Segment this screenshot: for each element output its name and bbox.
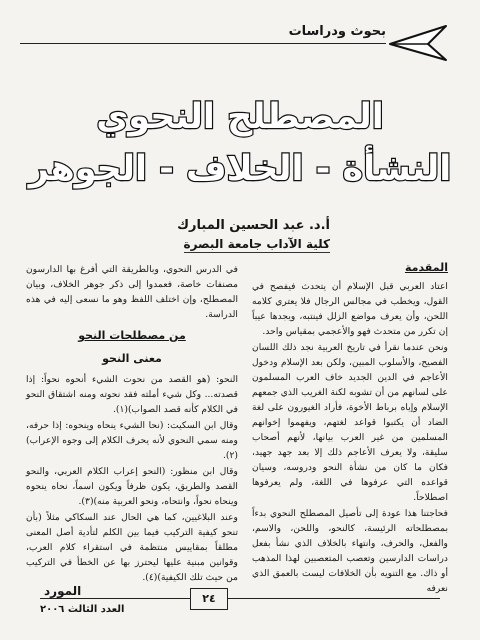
- paragraph: فحاجتنا هذا عودة إلى تأصيل المصطلح النحوي بدءاً بمصطلحاته الرئيسة، كالنحو، واللحن، والاسم، والفعل، والحرف، وانتهاء بالخلاف الذي نشأ بفعل دراسات الدارسين وتعصب المتعصبين لهذا المذهب أو ذاك. مع التنويه بأن الخلافات ليست بالعمق الذي نعرفه: [252, 508, 448, 594]
- paragraph: النحو: (هو القصد من نحوت الشيء أنحوه نحواً: إذا قصدته... وكل شيء أملته فقد نحوته ومنه اشتقاق النحو في الكلام كأنه قصد الصواب)(١).: [26, 374, 238, 415]
- author-block: [177, 218, 330, 253]
- journal-name: المورد: [40, 584, 85, 598]
- paragraph: وقال ابن السكيت: (نحا الشيء ينحاه وينحوه: إذا حرفه، ومنه سمي النحوي لأنه يحرف الكلام إلى وجوه الإعراب)(٢).: [26, 420, 238, 461]
- left-column: [26, 262, 238, 586]
- page-number: ٢٤: [190, 588, 228, 610]
- journal-issue: العدد الثالث ٢٠٠٦: [40, 604, 125, 615]
- author-name: أ.د. عبد الحسين المبارك: [177, 218, 330, 233]
- page-header: [20, 22, 448, 62]
- section-heading: من مصطلحات النحو: [78, 329, 186, 342]
- chevron-arrow-icon: [388, 22, 448, 62]
- page-footer: [40, 584, 440, 624]
- paragraph: اعتاد العربي قبل الإسلام أن يتحدث فيفصح في القول، ويخطب في مجالس الرجال فلا يعتري كلامه اللحن، وأن يعرف مواضع الزلل فينتبه، ويجدها عيباً إن تكرر من متحدث فهو والأعجمي بمقياس واحد.: [252, 281, 448, 337]
- article-title: المصطلح النحوي: [96, 97, 384, 137]
- paragraph: ونحن عندما نقرأ في تاريخ العربية نجد ذلك اللسان الفصيح، والأسلوب المبين، ولكن بعد الإسلام ودخول الأعاجم في الدين الجديد خاف العرب المسلمون على لسانهم من أن تشوبه لكنة الغريب الذي جمعهم الإسلام وإياه برباط الأخوة، فأراد الغيورون على لغة الضاد أن يكتبوا قواعد لغتهم، ويفهموا إخوانهم المسلمين من غير العرب بيانها، لأنهم أصحاب سليقة، ولا يعرف الأعاجم ذلك إلا بعد جهد جهيد، فكان ما كان من نشأة النحو ودروسه، وسيان قواعده التي عرفوها في اللغة، ولم يعرفوها اصطلاحاً.: [252, 342, 448, 503]
- sub-heading: معنى النحو: [102, 352, 162, 365]
- right-column: [252, 256, 448, 597]
- footer-rule: [40, 598, 440, 599]
- paragraph: وعند البلاغيين، كما هي الحال عند السكاكي مثلاً (بأن تنحو كيفية التركيب فيما بين الكلم لتأدية أصل المعنى مطلقاً بمقاييس منتظمة في استقراء كلام العرب، وقوانين مبنية عليها ليحترز بها عن الخطأ في التركيب من حيث تلك الكيفية)(٤).: [26, 512, 238, 583]
- article-subtitle: النشأة - الخلاف - الجوهر: [28, 149, 452, 189]
- paragraph: وقال ابن منظور: (النحو إعراب الكلام العربي، والنحو القصد والطريق، يكون ظرفاً ويكون اسماً، نحاه ينحوه وينحاه نحواً، وانتحاه، ونحو العربية منه)(٣).: [26, 466, 238, 507]
- paragraph: في الدرس النحوي، وبالطريقة التي أفرغ بها الدارسون مصنفات خاصة، فعمدوا إلى ذكر جوهر الخلاف، وبيان المصطلح، وإن اختلف اللفظ وهو ما نسعى إليه في هذه الدراسة.: [26, 264, 238, 320]
- author-affiliation: كلية الآداب جامعة البصرة: [183, 237, 330, 251]
- introduction-heading: المقدمة: [404, 261, 448, 274]
- header-rule: [20, 43, 386, 44]
- section-label: بحوث ودراسات: [288, 24, 386, 39]
- title-block: [0, 96, 480, 190]
